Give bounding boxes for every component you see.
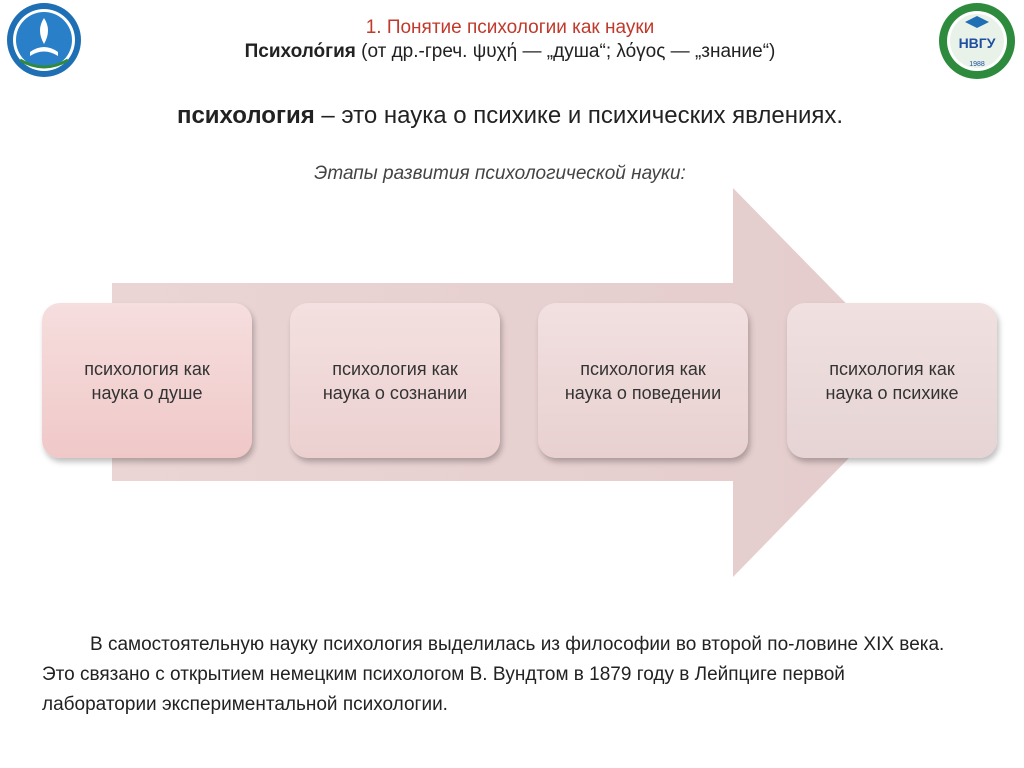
stage-label: психология как наука о поведении xyxy=(564,358,722,403)
svg-text:НВГУ: НВГУ xyxy=(958,35,996,51)
subtitle-etymology: (от др.-греч. ψυχή — „душа“; λόγος — „знание“) xyxy=(355,41,776,62)
definition-term: психология xyxy=(176,102,315,129)
definition-text: – это наука о психике и психических явлениях. xyxy=(314,102,844,129)
stage-label: психология как наука о душе xyxy=(84,358,210,403)
stage-label: психология как наука о сознании xyxy=(322,358,468,403)
stage-box-soul xyxy=(42,303,252,458)
stage-box-psyche xyxy=(787,303,997,458)
history-text: В самостоятельную науку психология выделилась из философии во второй по-ловине XIX века. Это связано с открытием немецким психологом В. Вундтом в 1879 году в Лейпциге первой лаборатории экспериментальной психологии. xyxy=(42,634,945,715)
svg-text:1988: 1988 xyxy=(969,61,985,68)
stage-box-behavior xyxy=(538,303,748,458)
stage-box-consciousness xyxy=(290,303,500,458)
subtitle-term: Психоло́гия xyxy=(244,41,356,62)
stages-caption: Этапы развития психологической науки: xyxy=(314,163,686,184)
history-paragraph xyxy=(42,630,962,720)
stage-label: психология как наука о психике xyxy=(825,358,959,403)
slide-title: 1. Понятие психологии как науки xyxy=(365,17,655,38)
